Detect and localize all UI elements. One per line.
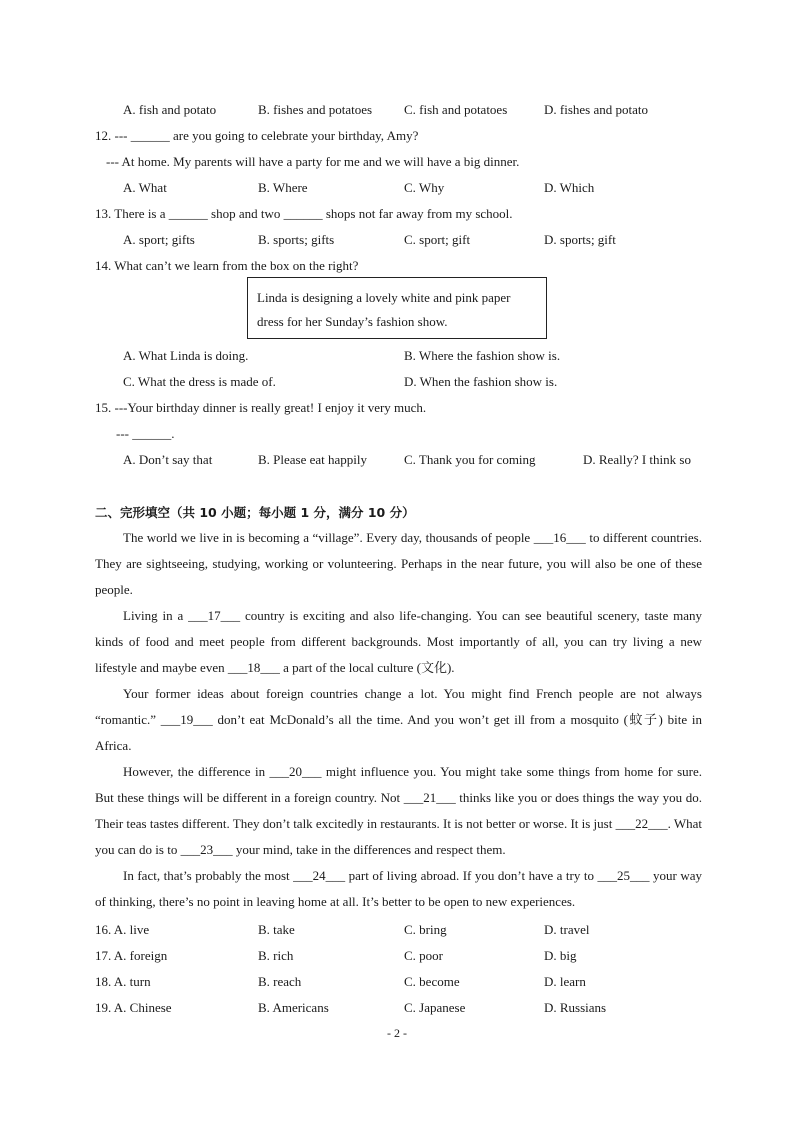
q11-option-b: B. fishes and potatoes	[258, 102, 373, 117]
cloze-passage	[95, 525, 702, 915]
q13-option-b: B. sports; gifts	[258, 232, 335, 247]
passage-paragraph: Your former ideas about foreign countries change a lot. You might find French people are not always “romantic.” ___19___ don’t eat McDonald’s all the time. And you won’t get ill from a mosquito (蚊子) bite in Africa.	[95, 686, 702, 753]
q14-option-c: C. What the dress is made of.	[123, 374, 276, 389]
q16-option-c: C. bring	[404, 922, 447, 937]
section-heading: 二、完形填空（共 10 小题；每小题 1 分，满分 10 分）	[95, 505, 415, 520]
q11-option-c: C. fish and potatoes	[404, 102, 508, 117]
q18-option-d: D. learn	[544, 974, 586, 989]
q14-box-line-1: Linda is designing a lovely white and pink paper	[257, 290, 511, 305]
q12-option-a: A. What	[123, 180, 167, 195]
q16-option-a: 16. A. live	[95, 922, 150, 937]
q13-stem: 13. There is a ______ shop and two ______ shops not far away from my school.	[95, 206, 513, 221]
q14-option-a: A. What Linda is doing.	[123, 348, 249, 363]
q15-option-c: C. Thank you for coming	[404, 452, 536, 467]
passage-paragraph: In fact, that’s probably the most ___24___ part of living abroad. If you don’t have a try to ___25___ your way of thinking, there’s no point in leaving home at all. It’s better to be open to new experiences.	[95, 868, 702, 909]
q19-option-a: 19. A. Chinese	[95, 1000, 172, 1015]
q15-option-b: B. Please eat happily	[258, 452, 368, 467]
q18-option-c: C. become	[404, 974, 460, 989]
q19-option-d: D. Russians	[544, 1000, 607, 1015]
q14-stem: 14. What can’t we learn from the box on the right?	[95, 258, 359, 273]
q15-reply: --- ______.	[116, 426, 175, 441]
q16-option-d: D. travel	[544, 922, 590, 937]
q11-option-d: D. fishes and potato	[544, 102, 648, 117]
q17-option-c: C. poor	[404, 948, 443, 963]
q14-text-box	[247, 277, 547, 339]
q15-option-a: A. Don’t say that	[123, 452, 213, 467]
q12-reply: --- At home. My parents will have a party for me and we will have a big dinner.	[106, 154, 520, 169]
q17-option-d: D. big	[544, 948, 577, 963]
q18-option-b: B. reach	[258, 974, 302, 989]
q14-option-d: D. When the fashion show is.	[404, 374, 558, 389]
q12-option-c: C. Why	[404, 180, 445, 195]
q17-option-a: 17. A. foreign	[95, 948, 168, 963]
q19-option-b: B. Americans	[258, 1000, 329, 1015]
q12-stem: 12. --- ______ are you going to celebrate your birthday, Amy?	[95, 128, 419, 143]
q11-option-a: A. fish and potato	[123, 102, 217, 117]
q13-option-a: A. sport; gifts	[123, 232, 195, 247]
q12-option-d: D. Which	[544, 180, 595, 195]
passage-paragraph: However, the difference in ___20___ might influence you. You might take some things from home for sure. But these things will be different in a foreign country. Not ___21___ thinks like you or does things the way you do. Their teas tastes different. They don’t talk excitedly in restaurants. It is not better or worse. It is just ___22___. What you can do is to ___23___ your mind, take in the differences and respect them.	[95, 764, 703, 857]
q18-option-a: 18. A. turn	[95, 974, 151, 989]
q13-option-c: C. sport; gift	[404, 232, 471, 247]
passage-paragraph: The world we live in is becoming a “village”. Every day, thousands of people ___16___ to different countries. They are sightseeing, studying, working or volunteering. Perhaps in the near future, you will also be one of these people.	[95, 530, 702, 597]
q14-box-line-2: dress for her Sunday’s fashion show.	[257, 314, 448, 329]
page-number: - 2 -	[387, 1026, 407, 1040]
q19-option-c: C. Japanese	[404, 1000, 466, 1015]
q15-stem: 15. ---Your birthday dinner is really great! I enjoy it very much.	[95, 400, 427, 415]
q13-option-d: D. sports; gift	[544, 232, 616, 247]
q14-option-b: B. Where the fashion show is.	[404, 348, 561, 363]
q17-option-b: B. rich	[258, 948, 294, 963]
q12-option-b: B. Where	[258, 180, 308, 195]
q15-option-d: D. Really? I think so	[583, 452, 691, 467]
passage-paragraph: Living in a ___17___ country is exciting and also life-changing. You can see beautiful scenery, taste many kinds of food and meet people from different backgrounds. Most importantly of all, you can try living a new lifestyle and maybe even ___18___ a part of the local culture (文化).	[95, 608, 702, 675]
q16-option-b: B. take	[258, 922, 295, 937]
